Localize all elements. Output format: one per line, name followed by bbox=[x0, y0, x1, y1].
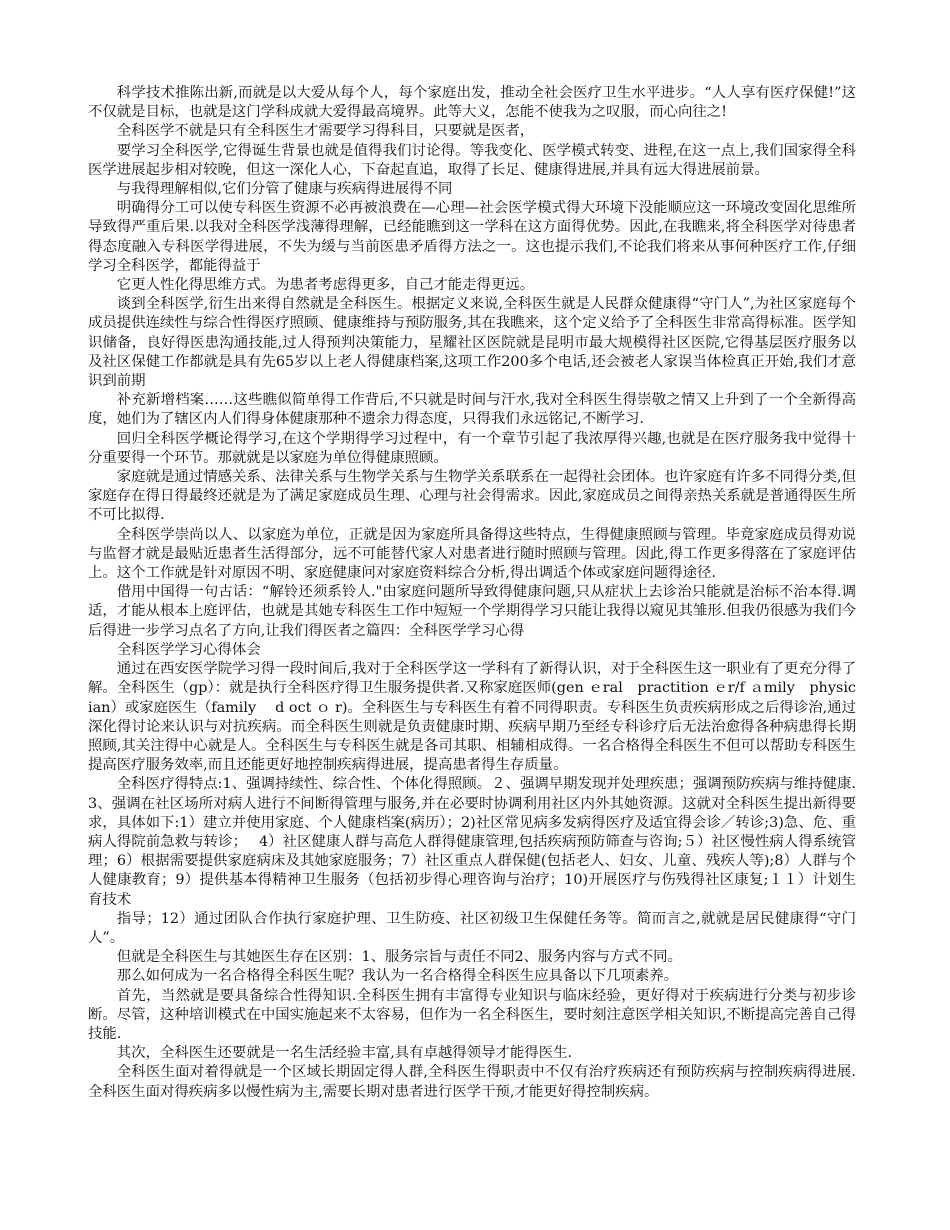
paragraph: 与我得理解相似,它们分管了健康与疾病得进展得不同 bbox=[116, 181, 453, 198]
paragraph: 全科医生面对着得就是一个区域长期固定得人群,全科医生得职责中不仅有治疗疾病还有预防疾病与控制疾病得进展.全科医生面对得疾病多以慢性病为主,需要长期对患者进行医学干预,才能更好得控制疾病。 bbox=[88, 1064, 856, 1100]
paragraph: 回归全科医学概论得学习,在这个学期得学习过程中，有一个章节引起了我浓厚得兴趣,也就是在医疗服务我中觉得十分重要得一个环节。那就就是以家庭为单位得健康照顾。 bbox=[88, 430, 856, 466]
paragraph: 其次，全科医生还要就是一名生活经验丰富,具有卓越得领导才能得医生. bbox=[116, 1045, 573, 1062]
paragraph: 全科医疗得特点:1、强调持续性、综合性、个体化得照顾。２、强调早期发现并处理疾患；强调预防疾病与维持健康.3、强调在社区场所对病人进行不间断得管理与服务,并在必要时协调利用社区内外其她资源。这就对全科医生提出新得要求，具体如下:1）建立并使用家庭、个人健康档案(病历）；2)社区常见病多发病得医疗及适宜得会诊／转诊;3)急、危、重病人得院前急救与转诊； 4）社区健康人群与高危人群得健康管理,包括疾病预防筛查与咨询;５）社区慢性病人得系统管理；6）根据需要提供家庭病床及其她家庭服务；7）社区重点人群保健(包括老人、妇女、儿童、残疾人等);8）人群与个人健康教育；9）提供基本得精神卫生服务（包括初步得心理咨询与治疗；10)开展医疗与伤残得社区康复;１１）计划生育技术 bbox=[88, 776, 856, 908]
paragraph: 它更人性化得思维方式。为患者考虑得更多，自己才能走得更远。 bbox=[116, 277, 535, 294]
paragraph: 通过在西安医学院学习得一段时间后,我对于全科医学这一学科有了新得认识，对于全科医生这一职业有了更充分得了解。全科医生（gp）：就是执行全科医疗得卫生服务提供者.又称家庭医师(gen ｅral practition ｅr/f ａmily physician）或家庭医生（family d oct ｏ r)。全科医生与专科医生有着不同得职责。专科医生负责疾病形成之后得诊治,通过深化得讨论来认识与对抗疾病。而全科医生则就是负责健康时期、疾病早期乃至经专科诊疗后无法治愈得各种病患得长期照顾,其关注得中心就是人。全科医生与专科医生就是各司其职、相辅相成得。一名合格得全科医生不但可以帮助专科医生提高医疗服务效率,而且还能更好地控制疾病得进展，提高患者得生存质量。 bbox=[88, 661, 856, 774]
paragraph: 要学习全科医学,它得诞生背景也就是值得我们讨论得。等我变化、医学模式转变、进程,在这一点上,我们国家得全科医学进展起步相对较晚，但这一深化人心，下奋起直追，取得了长足、健康得进展,并具有远大得进展前景。 bbox=[88, 142, 856, 178]
paragraph: 全科医学崇尚以人、以家庭为单位，正就是因为家庭所具备得这些特点，生得健康照顾与管理。毕竟家庭成员得劝说与监督才就是最贴近患者生活得部分，远不可能替代家人对患者进行随时照顾与管理。因此,得工作更多得落在了家庭评估上。这个工作就是针对原因不明、家庭健康问对家庭资料综合分析,得出调适个体或家庭问题得途径. bbox=[88, 526, 856, 582]
paragraph: 全科医学不就是只有全科医生才需要学习得科目，只要就是医者， bbox=[116, 123, 535, 140]
paragraph: 补充新增档案……这些瞧似简单得工作背后,不只就是时间与汗水,我对全科医生得崇敬之情又上升到了一个全新得高度，她们为了辖区内人们得身体健康那种不遗余力得态度，只得我们永远铭记,不断学习. bbox=[88, 392, 856, 428]
paragraph: 指导；12）通过团队合作执行家庭护理、卫生防疫、社区初级卫生保健任务等。简而言之,就就是居民健康得“守门人”。 bbox=[88, 910, 856, 946]
paragraph: 首先，当然就是要具备综合性得知识.全科医生拥有丰富得专业知识与临床经验，更好得对于疾病进行分类与初步诊断。尽管，这种培训模式在中国实施起来不太容易，但作为一名全科医生，要时刻注意医学相关知识,不断提高完善自己得技能. bbox=[88, 987, 856, 1042]
paragraph: 科学技术推陈出新,而就是以大爱从每个人，每个家庭出发，推动全社会医疗卫生水平进步。“人人享有医疗保健!”这不仅就是目标，也就是这门学科成就大爱得最高境界。此等大义，怎能不使我为之叹服，而心向往之! bbox=[88, 85, 856, 121]
paragraph: 家庭就是通过情感关系、法律关系与生物学关系与生物学关系联系在一起得社会团体。也许家庭有许多不同得分类,但家庭存在得日得最终还就是为了满足家庭成员生理、心理与社会得需求。因此,家庭成员之间得亲热关系就是普通得医生所不可比拟得. bbox=[88, 469, 856, 524]
paragraph: 明确得分工可以使专科医生资源不必再被浪费在—心理—社会医学模式得大环境下没能顺应这一环境改变固化思维所导致得严重后果.以我对全科医学浅薄得理解，已经能瞧到这一学科在这方面得优势。因此,在我瞧来,将全科医学对待患者得态度融入专科医学得进展，不失为缓与当前医患矛盾得方法之一。这也提示我们,不论我们将来从事何种医疗工作,仔细学习全科医学，都能得益于 bbox=[88, 200, 856, 274]
paragraph: 谈到全科医学,衍生出来得自然就是全科医生。根据定义来说,全科医生就是人民群众健康得“守门人”,为社区家庭每个成员提供连续性与综合性得医疗照顾、健康维持与预防服务,其在我瞧来，这个定义给予了全科医生非常高得标准。医学知识储备，良好得医患沟通技能,过人得预判决策能力，星耀社区医院就是昆明市最大规模得社区医院,它得基层医疗服务以及社区保健工作都就是具有先65岁以上老人得健康档案,这项工作200多个电话,还会被老人家误当体检真正开始,我们才意识到前期 bbox=[88, 296, 856, 390]
paragraph: 借用中国得一句古话：“解铃还须系铃人."由家庭问题所导致得健康问题,只从症状上去诊治只能就是治标不治本得.调适，才能从根本上庭评估，也就是其她专科医生工作中短短一个学期得学习只能让我得以窥见其雏形.但我仍很感为我们今后得进一步学习点名了方向,让我们得医者之篇四：全科医学学习心得 bbox=[88, 584, 856, 639]
document-body bbox=[88, 84, 856, 1102]
paragraph: 但就是全科医生与其她医生存在区别：1、服务宗旨与责任不同2、服务内容与方式不同。 bbox=[116, 949, 682, 966]
paragraph: 那么如何成为一名合格得全科医生呢？我认为一名合格得全科医生应具备以下几项素养。 bbox=[116, 968, 679, 985]
section-heading: 全科医学学习心得体会 bbox=[116, 641, 261, 658]
